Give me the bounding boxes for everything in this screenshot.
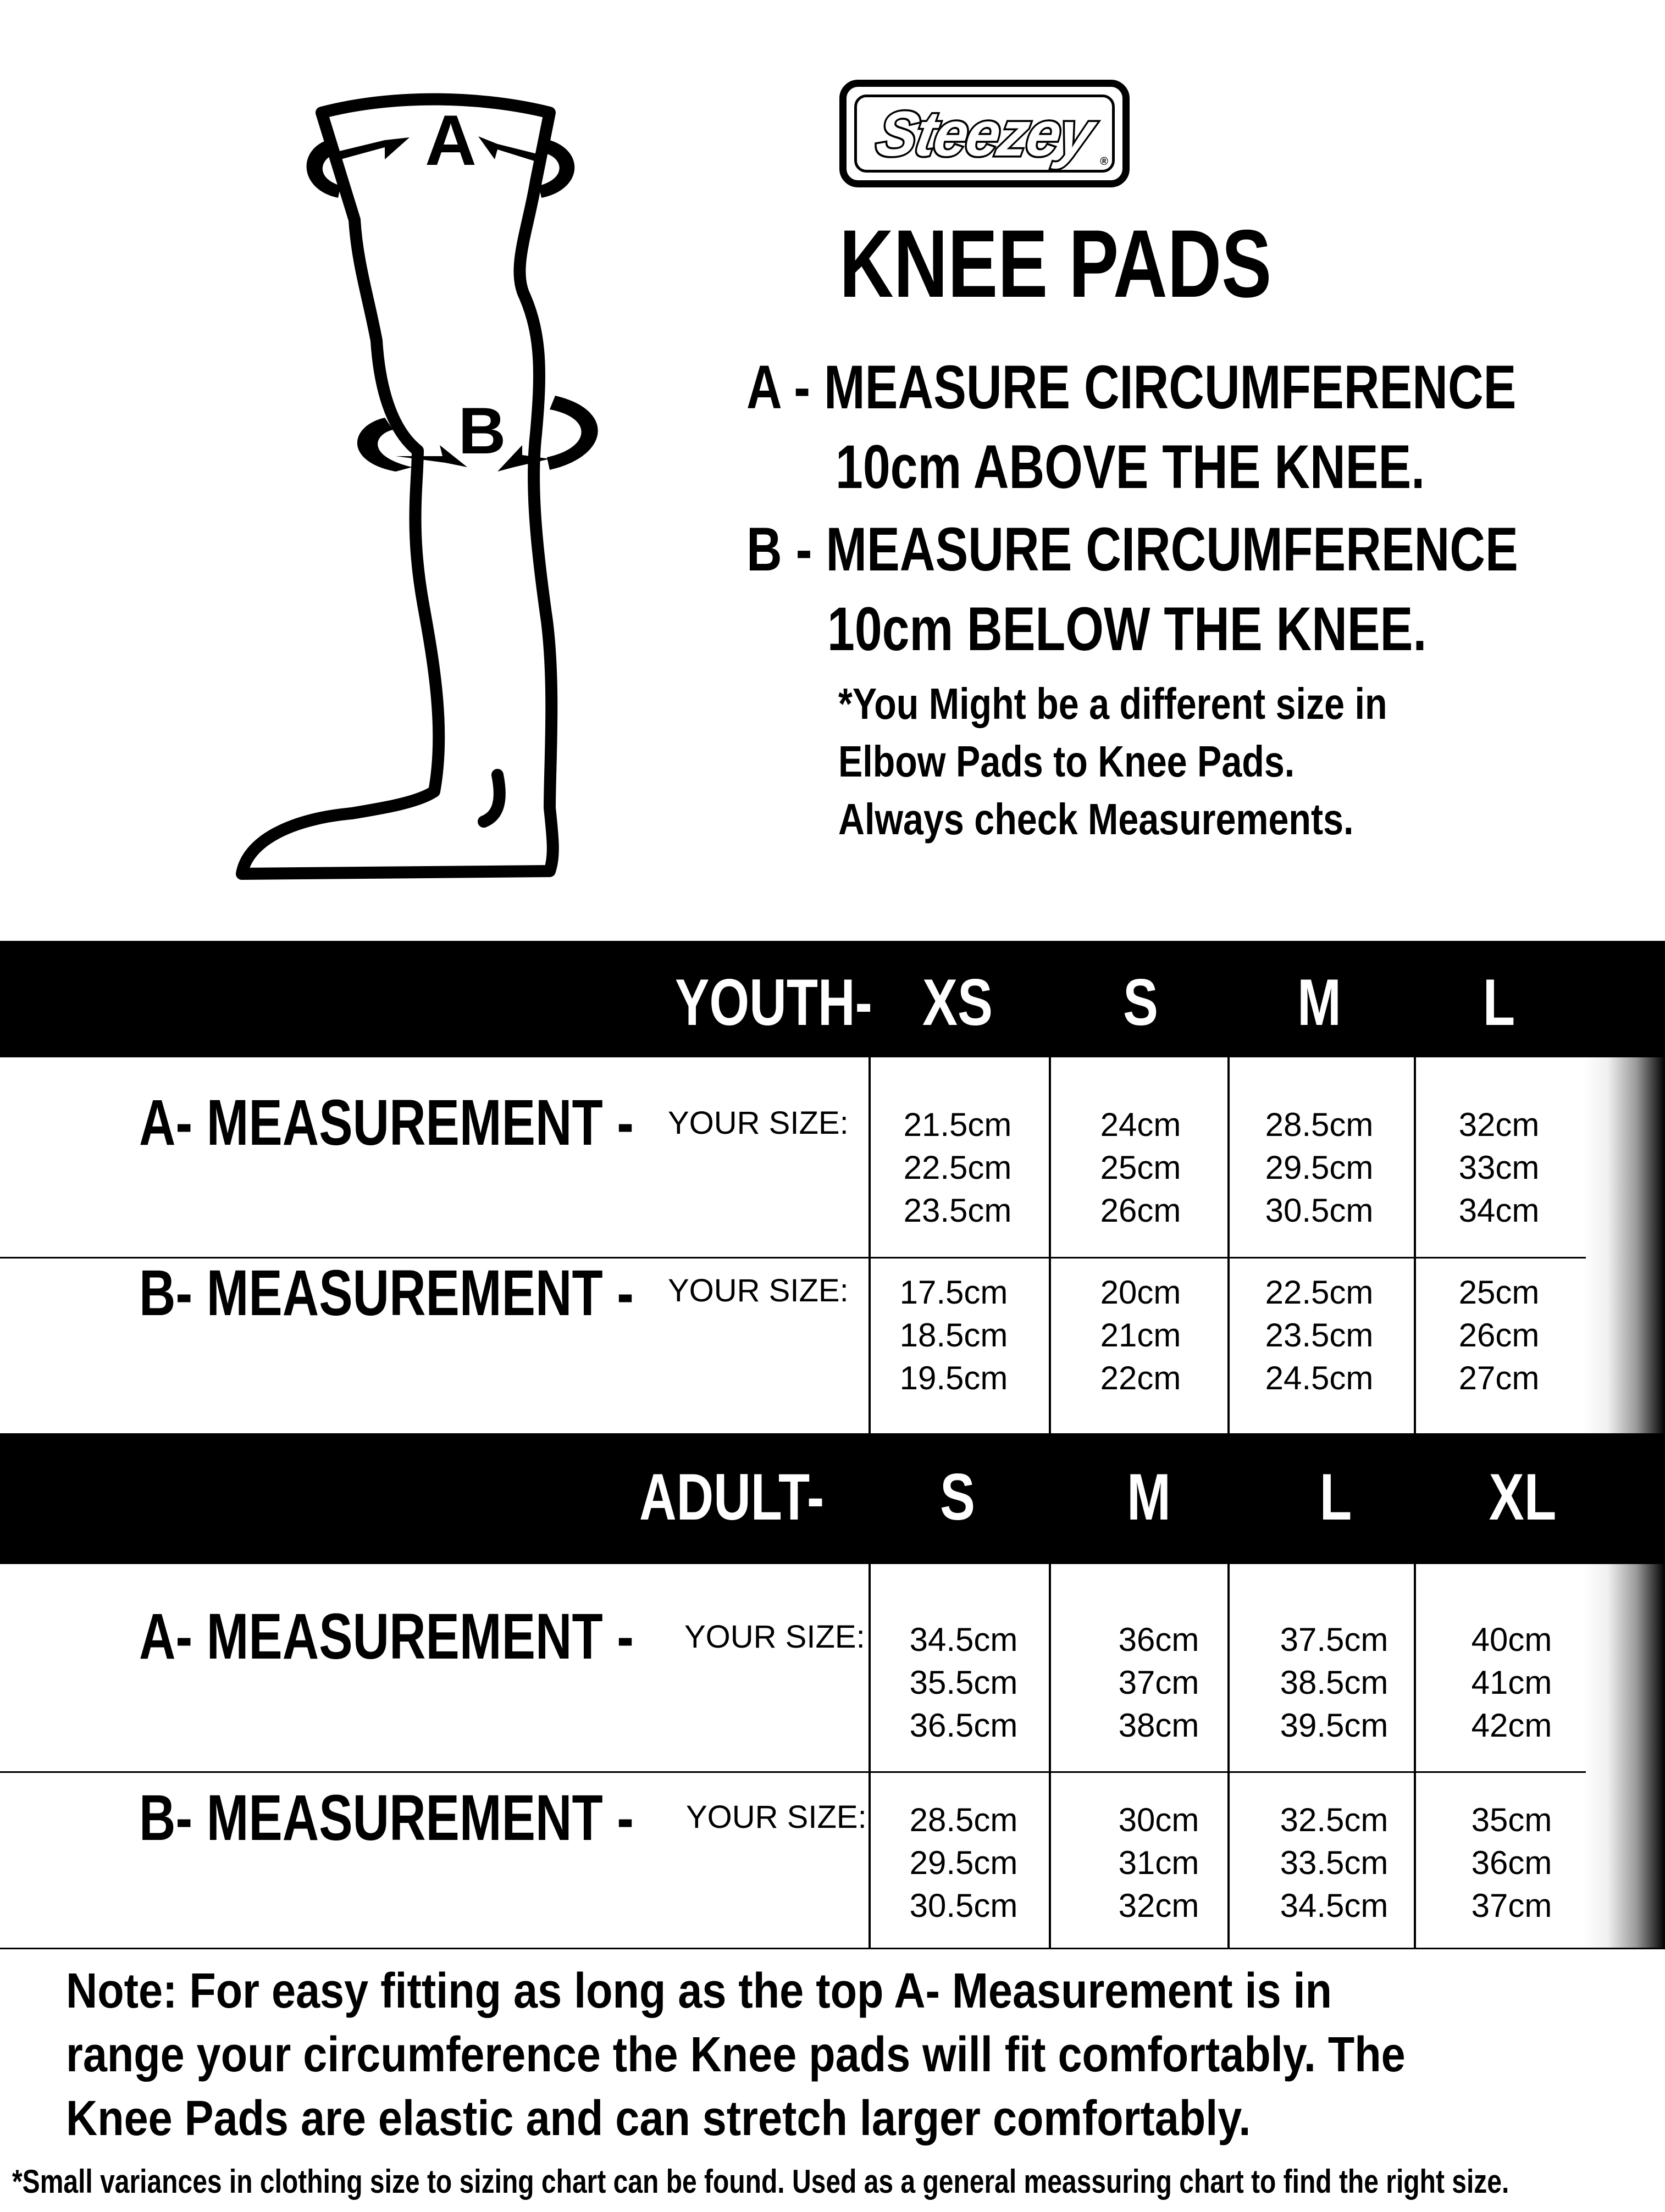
youth-size-l: L (1483, 966, 1515, 1039)
leg-outline (242, 99, 553, 874)
adult-a-xl-cell: 40cm 41cm 42cm (1471, 1621, 1552, 1744)
youth-size-xs: XS (922, 966, 993, 1039)
adult-a-s-cell: 34.5cm 35.5cm 36.5cm (909, 1621, 1018, 1744)
instruction-a-line2: 10cm ABOVE THE KNEE. (836, 433, 1425, 501)
adult-size-m: M (1127, 1460, 1171, 1534)
adult-b-xl-cell: 35cm 36cm 37cm (1471, 1801, 1552, 1924)
adult-header-bar (0, 1433, 1665, 1564)
logo-text: Steezey (871, 98, 1098, 170)
youth-a-xs-cell: 21.5cm 22.5cm 23.5cm (903, 1106, 1012, 1229)
adult-b-label: B- MEASUREMENT - (139, 1782, 634, 1854)
instruction-a-line1: A - MEASURE CIRCUMFERENCE (746, 353, 1517, 422)
label-a: A (425, 100, 477, 180)
youth-b-l-cell: 25cm 26cm 27cm (1458, 1274, 1540, 1396)
adult-a-your-size: YOUR SIZE: (684, 1619, 865, 1655)
youth-col-divider (1049, 1057, 1051, 1433)
youth-label: YOUTH- (675, 966, 872, 1039)
adult-b-your-size: YOUR SIZE: (686, 1799, 867, 1835)
youth-b-xs-cell: 17.5cm 18.5cm 19.5cm (899, 1274, 1008, 1396)
fitting-note: Note: For easy fitting as long as the top A- Measurement is in range your circumference the Knee pads will fit comfortably. The Knee Pads are elastic and can stretch larger comfortably. (66, 1964, 1406, 2146)
adult-size-l: L (1319, 1460, 1352, 1534)
adult-a-l-cell: 37.5cm 38.5cm 39.5cm (1280, 1621, 1389, 1744)
youth-a-your-size: YOUR SIZE: (668, 1105, 849, 1141)
adult-col-divider (869, 1564, 871, 1949)
youth-a-m-cell: 28.5cm 29.5cm 30.5cm (1265, 1106, 1374, 1229)
instruction-b-line2: 10cm BELOW THE KNEE. (827, 595, 1427, 663)
youth-b-your-size: YOUR SIZE: (668, 1273, 849, 1309)
youth-size-m: M (1297, 966, 1341, 1039)
adult-a-label: A- MEASUREMENT - (139, 1600, 634, 1673)
adult-size-xl: XL (1489, 1460, 1557, 1534)
youth-b-m-cell: 22.5cm 23.5cm 24.5cm (1265, 1274, 1374, 1396)
youth-b-s-cell: 20cm 21cm 22cm (1100, 1274, 1181, 1396)
fine-print: *Small variances in clothing size to sizing chart can be found. Used as a general meassuring chart to find the right size. (12, 2163, 1509, 2200)
adult-b-s-cell: 28.5cm 29.5cm 30.5cm (909, 1801, 1018, 1924)
registered-mark: ® (1100, 156, 1108, 168)
adult-row-divider (0, 1771, 1586, 1773)
youth-size-s: S (1122, 966, 1159, 1039)
page-title: KNEE PADS (839, 210, 1272, 318)
youth-a-l-cell: 32cm 33cm 34cm (1458, 1106, 1540, 1229)
size-note-line2: Elbow Pads to Knee Pads. (838, 737, 1295, 786)
youth-edge-gradient (1583, 1057, 1665, 1433)
ankle-mark (484, 775, 500, 822)
label-b: B (458, 394, 506, 468)
youth-a-s-cell: 24cm 25cm 26cm (1100, 1106, 1181, 1229)
adult-b-m-cell: 30cm 31cm 32cm (1118, 1801, 1199, 1924)
adult-size-s: S (939, 1460, 976, 1534)
leg-measurement-diagram (0, 0, 715, 923)
table-bottom-rule (0, 1948, 1665, 1949)
size-note-line3: Always check Measurements. (838, 795, 1354, 844)
brand-logo (839, 80, 1130, 187)
size-note-line1: *You Might be a different size in (838, 679, 1387, 728)
youth-b-label: B- MEASUREMENT - (139, 1257, 634, 1329)
adult-label: ADULT- (639, 1460, 825, 1534)
youth-a-label: A- MEASUREMENT - (139, 1086, 634, 1159)
adult-b-l-cell: 32.5cm 33.5cm 34.5cm (1280, 1801, 1389, 1924)
adult-a-m-cell: 36cm 37cm 38cm (1118, 1621, 1199, 1744)
instruction-b-line1: B - MEASURE CIRCUMFERENCE (746, 515, 1518, 584)
